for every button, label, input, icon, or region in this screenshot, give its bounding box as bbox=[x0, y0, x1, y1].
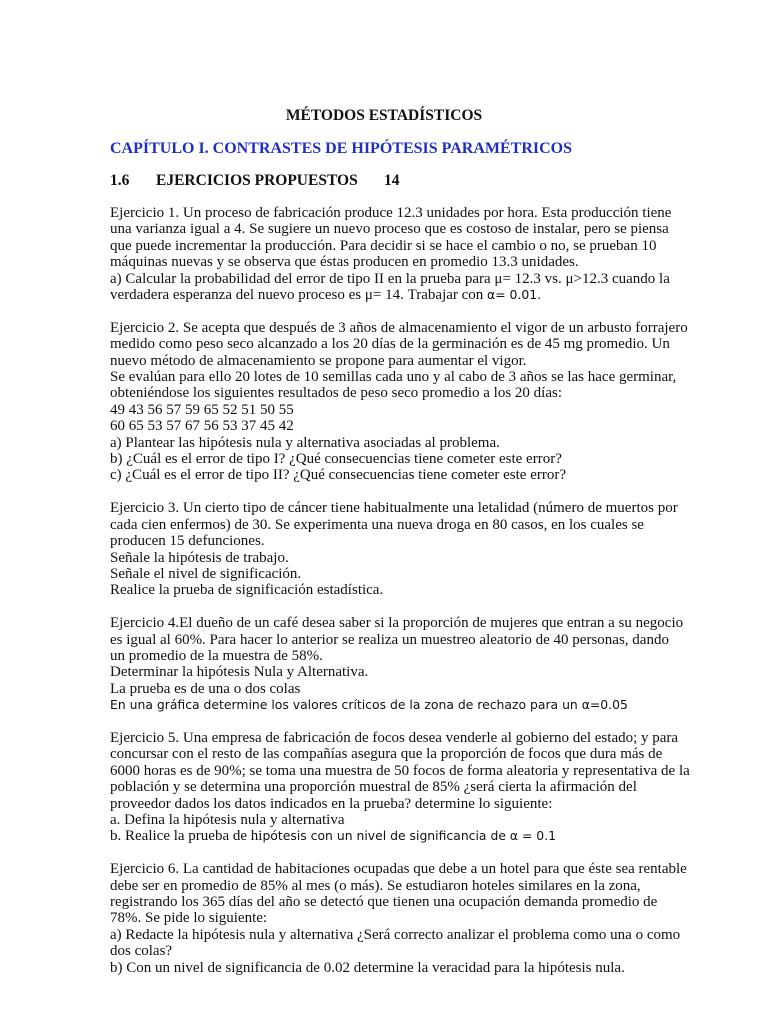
exercise-line: Se evalúan para ello 20 lotes de 10 semillas cada uno y al cabo de 3 años se las hace germinar, bbox=[110, 369, 677, 386]
exercise-line-formula: pótesis con un nivel de significancia de α = 0.1 bbox=[262, 828, 557, 844]
exercise-4 bbox=[110, 615, 684, 713]
exercise-line bbox=[110, 828, 662, 844]
exercise-line: Determinar la hipótesis Nula y Alternativa. bbox=[110, 664, 369, 681]
exercise-line: nuevo método de almacenamiento se propone para aumentar el vigor. bbox=[110, 352, 527, 369]
section-page-number: 14 bbox=[384, 172, 400, 189]
exercise-line: Señale el nivel de significación. bbox=[110, 565, 302, 582]
exercise-line: c) ¿Cuál es el error de tipo II? ¿Qué consecuencias tiene cometer este error? bbox=[110, 467, 567, 484]
exercise-line: b) ¿Cuál es el error de tipo I? ¿Qué consecuencias tiene cometer este error? bbox=[110, 451, 562, 468]
exercise-line: 6000 horas es de 90%; se toma una muestra de 50 focos de forma aleatoria y representativa de la bbox=[110, 762, 690, 779]
exercise-line: Ejercicio 2. Se acepta que después de 3 años de almacenamiento el vigor de un arbusto forrajero bbox=[110, 319, 688, 336]
document-title: MÉTODOS ESTADÍSTICOS bbox=[285, 107, 483, 124]
exercise-line-text: b. Realice la prueba de hi bbox=[110, 828, 263, 845]
exercise-2 bbox=[110, 319, 688, 484]
exercise-line: a. Defina la hipótesis nula y alternativa bbox=[110, 811, 345, 828]
exercise-line: registrando los 365 días del año se detectó que tienen una ocupación demanda promedio de bbox=[110, 893, 658, 910]
exercise-line: cada cien enfermos) de 30. Se experimenta una nueva droga en 80 casos, en los cuales se bbox=[110, 516, 644, 533]
chapter-heading: CAPÍTULO I. CONTRASTES DE HIPÓTESIS PARAMÉTRICOS bbox=[110, 140, 573, 157]
exercise-line: Realice la prueba de significación estadística. bbox=[110, 582, 384, 599]
exercise-line-formula: α= 0.01. bbox=[487, 287, 542, 303]
exercise-5 bbox=[110, 729, 690, 845]
exercise-line: concursar con el resto de las compañías asegura que la proporción de focos que dura más de bbox=[110, 746, 663, 763]
exercise-line: es igual al 60%. Para hacer lo anterior se realiza un muestreo aleatorio de 40 personas, dando bbox=[110, 631, 669, 648]
exercise-line: máquinas nuevas y se observa que éstas producen en promedio 13.3 unidades. bbox=[110, 254, 579, 271]
exercise-line: Señale la hipótesis de trabajo. bbox=[110, 549, 289, 566]
exercise-line: un promedio de la muestra de 58%. bbox=[110, 647, 323, 664]
exercise-line: a) Plantear las hipótesis nula y alternativa asociadas al problema. bbox=[110, 434, 500, 451]
exercise-3 bbox=[110, 500, 678, 599]
exercise-line: a) Redacte la hipótesis nula y alternativa ¿Será correcto analizar el problema como una o como bbox=[110, 926, 681, 943]
exercise-line: Ejercicio 5. Una empresa de fabricación de focos desea venderle al gobierno del estado; y para bbox=[110, 729, 679, 746]
exercise-line: producen 15 defunciones. bbox=[110, 533, 265, 550]
exercise-line: Ejercicio 3. Un cierto tipo de cáncer tiene habitualmente una letalidad (número de muertos por bbox=[110, 500, 678, 517]
exercise-line: a) Calcular la probabilidad del error de tipo II en la prueba para μ= 12.3 vs. μ>12.3 cuando la bbox=[110, 270, 670, 287]
exercise-line: medido como peso seco alcanzado a los 20 días de la germinación es de 45 mg promedio. Un bbox=[110, 336, 670, 353]
section-number: 1.6 bbox=[110, 172, 130, 189]
exercise-line bbox=[110, 287, 662, 303]
exercise-line: que puede incrementar la producción. Para decidir si se hace el cambio o no, se prueban 10 bbox=[110, 237, 657, 254]
exercise-line: b) Con un nivel de significancia de 0.02 determine la veracidad para la hipótesis nula. bbox=[110, 959, 625, 976]
exercise-line-text: verdadera esperanza del nuevo proceso es μ= 14. Trabajar con bbox=[110, 287, 488, 304]
section-title: EJERCICIOS PROPUESTOS bbox=[156, 172, 358, 189]
exercise-line: una varianza igual a 4. Se sugiere un nuevo proceso que es costoso de instalar, pero se piensa bbox=[110, 221, 669, 238]
exercise-line: proveedor dados los datos indicados en la prueba? determine lo siguiente: bbox=[110, 795, 553, 812]
exercise-line: Ejercicio 6. La cantidad de habitaciones ocupadas que debe a un hotel para que éste sea rentable bbox=[110, 861, 687, 878]
data-row: 60 65 53 57 67 56 53 37 45 42 bbox=[110, 418, 294, 435]
exercise-line: La prueba es de una o dos colas bbox=[110, 680, 301, 697]
exercise-line: dos colas? bbox=[110, 943, 173, 960]
exercise-1 bbox=[110, 205, 672, 304]
exercise-line: población y se determina una proporción muestral de 85% ¿será cierta la afirmación del bbox=[110, 779, 637, 796]
exercise-line: Ejercicio 1. Un proceso de fabricación produce 12.3 unidades por hora. Esta producción tiene bbox=[110, 205, 672, 221]
exercise-line: 78%. Se pide lo siguiente: bbox=[110, 910, 268, 927]
exercise-line: Ejercicio 4.El dueño de un café desea saber si la proporción de mujeres que entran a su negocio bbox=[110, 615, 684, 632]
exercise-line-formula: En una gráfica determine los valores críticos de la zona de rechazo para un α=0.05 bbox=[110, 697, 628, 713]
exercise-6 bbox=[110, 861, 687, 976]
exercise-line: obteniéndose los siguientes resultados de peso seco promedio a los 20 días: bbox=[110, 385, 562, 402]
data-row: 49 43 56 57 59 65 52 51 50 55 bbox=[110, 401, 294, 418]
exercise-list bbox=[110, 205, 690, 992]
exercise-line: debe ser en promedio de 85% al mes (o más). Se estudiaron hoteles similares en la zona, bbox=[110, 877, 641, 894]
